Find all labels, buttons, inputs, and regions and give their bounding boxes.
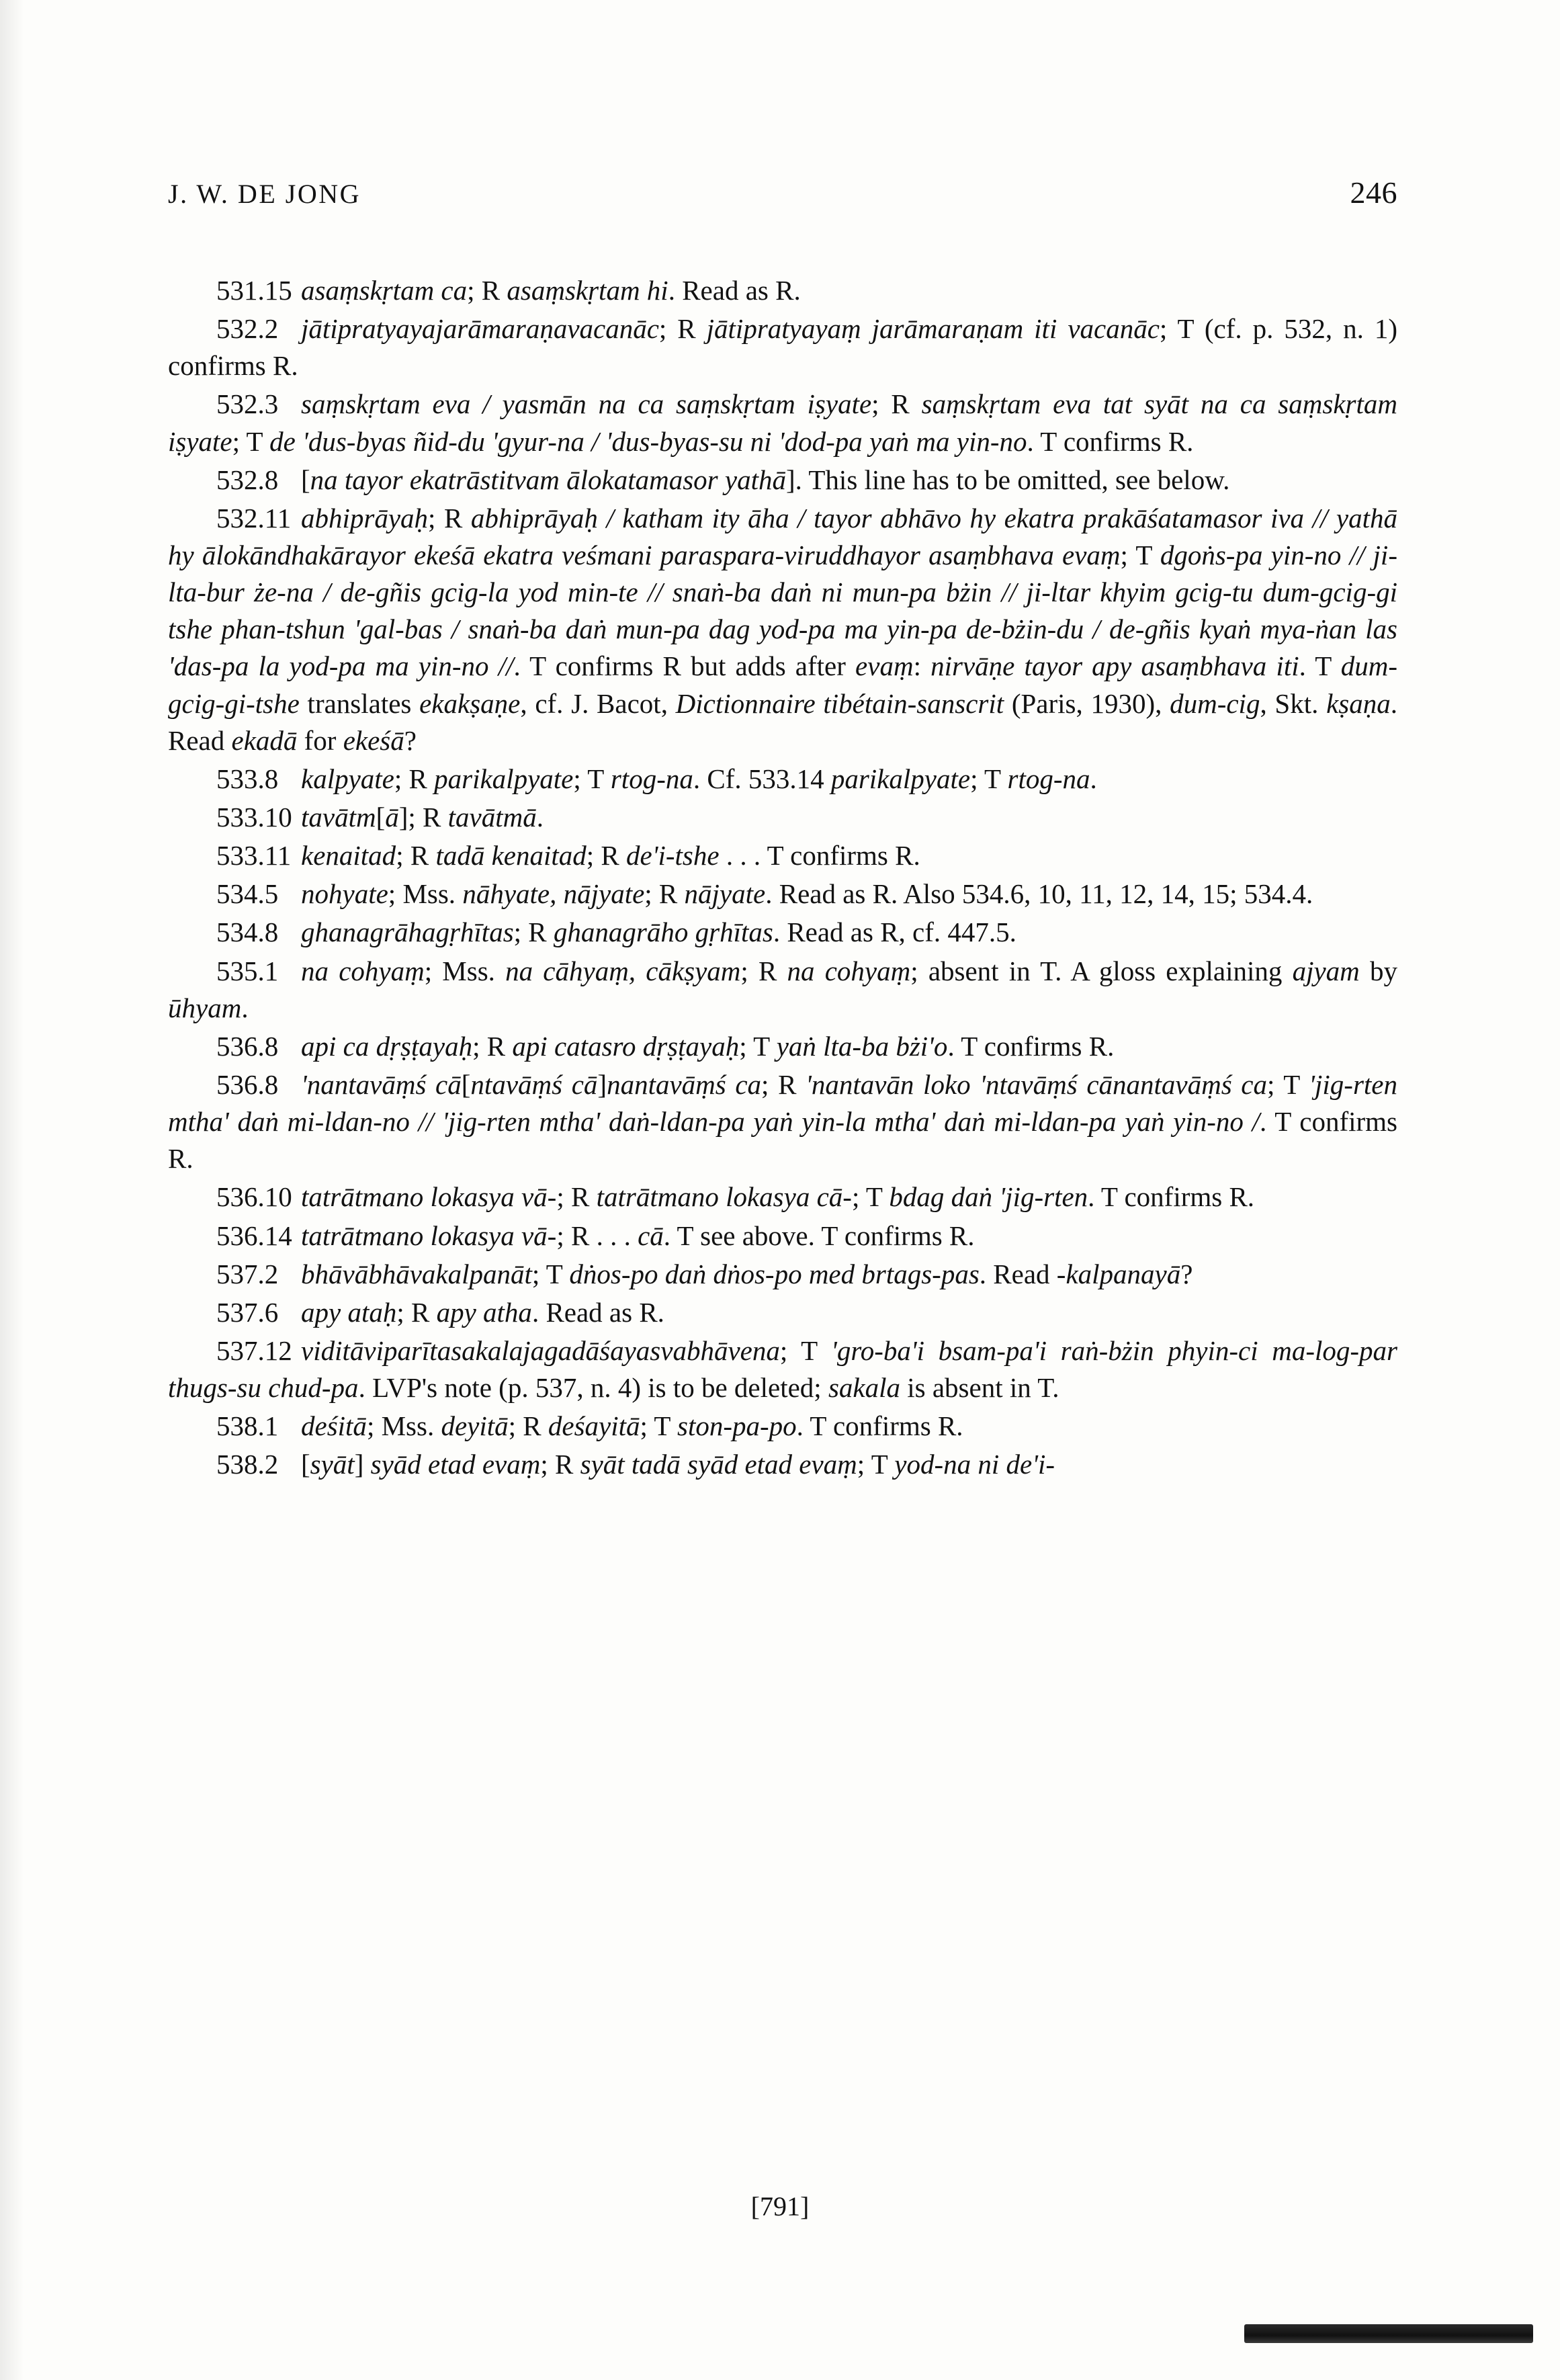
folio-number: [791] [750,2191,810,2221]
entry-locus: 537.2 [216,1258,279,1289]
apparatus-entry [168,310,1397,384]
entry-list [168,272,1397,1484]
entry-locus: 536.8 [216,1068,279,1100]
apparatus-entry [168,500,1397,759]
entry-locus: 536.8 [216,1030,279,1062]
entry-locus: 534.5 [216,878,279,910]
entry-locus: 533.8 [216,763,279,794]
apparatus-entry [168,914,1397,951]
page-number: 246 [1350,175,1397,210]
apparatus-entry [168,1446,1397,1483]
apparatus-entry [168,462,1397,499]
entry-locus: 532.8 [216,464,279,495]
apparatus-entry [168,386,1397,460]
entry-text: tavātm[ā]; R tavātmā. [301,801,544,833]
entry-text: apy ataḥ; R apy atha. Read as R. [301,1296,664,1328]
apparatus-entry [168,1256,1397,1293]
entry-locus: 531.15 [216,275,292,306]
entry-text: ghanagrāhagṛhītas; R ghanagrāho gṛhītas. Read as R, cf. 447.5. [301,917,1016,948]
page-content [168,175,1397,1485]
scan-artifact-bar [1244,2324,1533,2343]
entry-locus: 538.2 [216,1449,279,1480]
running-head [168,175,1397,210]
entry-text: jātipratyayajarāmaraṇavacanāc; R jātipratyayaṃ jarāmaraṇam iti vacanāc; T (cf. p. 532, n. 1) confirms R. [168,313,1397,382]
entry-text: bhāvābhāvakalpanāt; T dṅos-po daṅ dṅos-po med brtags-pas. Read -kalpanayā? [301,1258,1193,1289]
apparatus-entry [168,1066,1397,1177]
entry-text: na cohyaṃ; Mss. na cāhyaṃ, cākṣyam; R na cohyaṃ; absent in T. A gloss explaining ajyam by ūhyam. [168,955,1397,1023]
entry-locus: 536.10 [216,1181,292,1213]
entry-locus: 532.3 [216,388,279,420]
entry-locus: 535.1 [216,955,279,986]
entry-text: saṃskṛtam eva / yasmān na ca saṃskṛtam iṣyate; R saṃskṛtam eva tat syāt na ca saṃskṛtam iṣyate; T de 'dus-byas ñid-du 'gyur-na / 'dus-byas-su ni 'dod-pa yaṅ ma yin-no. T confirms R. [168,388,1397,457]
apparatus-entry [168,837,1397,874]
entry-text: viditāviparītasakalajagadāśayasvabhāvena; T 'gro-ba'i bsam-pa'i raṅ-bżin phyin-ci ma-log-par thugs-su chud-pa. LVP's note (p. 537, n. 4) is to be deleted; sakala is absent in T. [168,1334,1397,1404]
entry-text: api ca dṛṣṭayaḥ; R api catasro dṛṣṭayaḥ; T yaṅ lta-ba bżi'o. T confirms R. [301,1030,1115,1062]
entry-locus: 538.1 [216,1410,279,1442]
apparatus-entry [168,1332,1397,1406]
entry-text: tatrātmano lokasya vā-; R tatrātmano lokasya cā-; T bdag daṅ 'jig-rten. T confirms R. [301,1181,1255,1213]
apparatus-entry [168,1294,1397,1331]
apparatus-entry [168,1179,1397,1216]
entry-text: 'nantavāṃś cā[ntavāṃś cā]nantavāṃś ca; R 'nantavān loko 'ntavāṃś cānantavāṃś ca; T 'jig-rten mtha' daṅ mi-ldan-no // 'jig-rten mtha' daṅ-ldan-pa yaṅ yin-la mtha' daṅ mi-ldan-pa yaṅ yin-no /. T confirms R. [168,1068,1398,1175]
entry-locus: 537.12 [216,1334,292,1366]
entry-text: abhiprāyaḥ; R abhiprāyaḥ / katham ity āha / tayor abhāvo hy ekatra prakāśatamasor iva // yathā hy ālokāndhakārayor ekeśā ekatra veśmani paraspara-viruddhayor asaṃbhava evaṃ; T dgoṅs-pa yin-no // ji-lta-bur że-na / de-gñis gcig-la yod min-te // snaṅ-ba daṅ ni mun-pa bżin // ji-ltar khyim gcig-tu dum-gcig-gi tshe phan-tshun 'gal-bas / snaṅ-ba daṅ mun-pa dag yod-pa ma yin-pa de-bżin-du / de-gñis kyaṅ mya-ṅan las 'das-pa la yod-pa ma yin-no //. T confirms R but adds after evaṃ: nirvāṇe tayor apy asaṃbhava iti. T dum-gcig-gi-tshe translates ekakṣaṇe, cf. J. Bacot, Dictionnaire tibétain-sanscrit (Paris, 1930), dum-cig, Skt. kṣaṇa. Read ekadā for ekeśā? [168,502,1397,756]
entry-text: kalpyate; R parikalpyate; T rtog-na. Cf. 533.14 parikalpyate; T rtog-na. [301,763,1097,794]
entry-locus: 533.10 [216,801,292,833]
entry-text: [syāt] syād etad evaṃ; R syāt tadā syād etad evaṃ; T yod-na ni de'i- [301,1449,1055,1480]
apparatus-entry [168,953,1397,1027]
apparatus-entry [168,1028,1397,1065]
entry-locus: 532.11 [216,502,292,534]
entry-text: tatrātmano lokasya vā-; R . . . cā. T see above. T confirms R. [301,1220,975,1251]
scan-edge-shadow [0,0,24,2380]
running-head-author: J. W. DE JONG [168,179,361,209]
apparatus-entry [168,272,1397,309]
apparatus-entry [168,799,1397,836]
apparatus-entry [168,1218,1397,1255]
entry-text: asaṃskṛtam ca; R asaṃskṛtam hi. Read as R. [301,275,801,306]
entry-locus: 537.6 [216,1296,279,1328]
apparatus-entry [168,761,1397,798]
entry-locus: 533.11 [216,840,292,872]
apparatus-entry [168,1408,1397,1445]
entry-text: [na tayor ekatrāstitvam ālokatamasor yathā]. This line has to be omitted, see below. [301,464,1230,495]
entry-locus: 536.14 [216,1220,292,1251]
entry-text: deśitā; Mss. deyitā; R deśayitā; T ston-pa-po. T confirms R. [301,1410,963,1442]
entry-locus: 532.2 [216,313,279,345]
apparatus-entry [168,876,1397,912]
entry-locus: 534.8 [216,917,279,948]
entry-text: nohyate; Mss. nāhyate, nājyate; R nājyate. Read as R. Also 534.6, 10, 11, 12, 14, 15; 534.4. [301,878,1313,910]
entry-text: kenaitad; R tadā kenaitad; R de'i-tshe . . . T confirms R. [301,840,920,872]
